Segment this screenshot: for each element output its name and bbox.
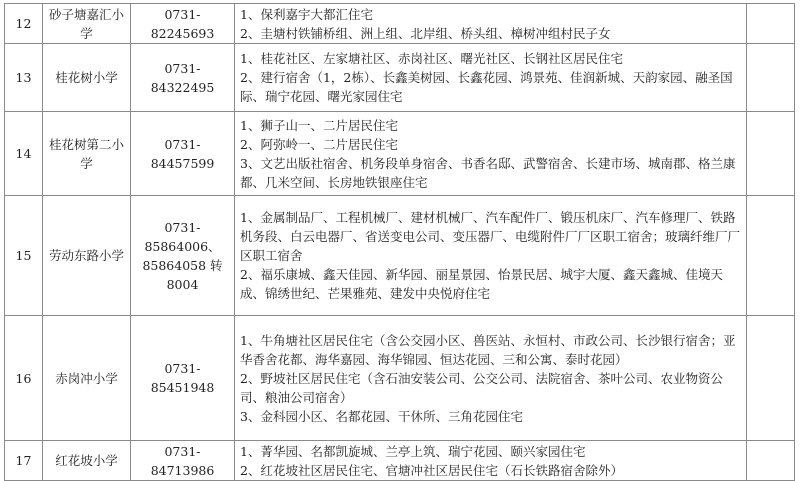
service-area bbox=[235, 196, 747, 316]
area-item: 2、野坡社区居民住宅（含石油安装公司、公交公司、法院宿舍、茶叶公司、农业物资公司、粮油公司宿舍） bbox=[240, 370, 723, 405]
table-row bbox=[5, 196, 795, 316]
row-index: 14 bbox=[5, 112, 43, 196]
service-area bbox=[235, 112, 747, 196]
empty-cell bbox=[747, 112, 795, 196]
empty-cell bbox=[747, 196, 795, 316]
area-item: 1、牛角塘社区居民住宅（含公交园小区、兽医站、永恒村、市政公司、长沙银行宿舍；亚华香舍花都、海华嘉园、海华锦园、恒达花园、三和公寓、泰时花园） bbox=[240, 332, 736, 367]
phone-number: 0731-84457599 bbox=[131, 112, 235, 196]
phone-number: 0731-85451948 bbox=[131, 316, 235, 441]
table-row bbox=[5, 441, 795, 481]
school-name: 红花坡小学 bbox=[43, 441, 131, 481]
service-area bbox=[235, 44, 747, 112]
school-name: 砂子塘嘉汇小学 bbox=[43, 4, 131, 44]
area-item: 1、保利嘉宇大都汇住宅 bbox=[240, 6, 373, 22]
table-row bbox=[5, 44, 795, 112]
area-item: 2、圭塘村铁铺桥组、洲上组、北岸组、桥头组、樟树冲组村民子女 bbox=[240, 25, 611, 41]
school-name: 桂花树第二小学 bbox=[43, 112, 131, 196]
empty-cell bbox=[747, 44, 795, 112]
phone-number: 0731-84322495 bbox=[131, 44, 235, 112]
row-index: 15 bbox=[5, 196, 43, 316]
empty-cell bbox=[747, 4, 795, 44]
area-item: 1、狮子山一、二片居民住宅 bbox=[240, 117, 398, 133]
school-district-table bbox=[4, 3, 795, 481]
school-name: 劳动东路小学 bbox=[43, 196, 131, 316]
area-item: 2、红花坡社区居民住宅、官塘冲社区居民住宅（石长铁路宿舍除外） bbox=[240, 462, 623, 478]
table-row bbox=[5, 112, 795, 196]
area-item: 3、金科园小区、名都花园、干休所、三角花园住宅 bbox=[240, 408, 523, 424]
phone-number: 0731-85864006、85864058 转8004 bbox=[131, 196, 235, 316]
area-item: 2、建行宿舍（1，2栋）、长鑫美树园、长鑫花园、鸿景苑、佳润新城、天韵家园、融圣国际、瑞宁花园、曙光家园住宅 bbox=[240, 70, 733, 104]
area-item: 1、金属制品厂、工程机械厂、建材机械厂、汽车配件厂、锻压机床厂、汽车修理厂、铁路机务段、白云电器厂、省送变电公司、变压器厂、电缆附件厂厂区职工宿舍；玻璃纤维厂厂区职工宿舍 bbox=[240, 210, 741, 263]
row-index: 12 bbox=[5, 4, 43, 44]
row-index: 17 bbox=[5, 441, 43, 481]
empty-cell bbox=[747, 316, 795, 441]
row-index: 13 bbox=[5, 44, 43, 112]
school-name: 桂花树小学 bbox=[43, 44, 131, 112]
table-row bbox=[5, 316, 795, 441]
area-item: 3、文艺出版社宿舍、机务段单身宿舍、书香名邸、武警宿舍、长建市场、城南郡、格兰康都、几米空间、长房地铁银座住宅 bbox=[240, 155, 736, 190]
empty-cell bbox=[747, 441, 795, 481]
school-name: 赤岗冲小学 bbox=[43, 316, 131, 441]
phone-number: 0731-82245693 bbox=[131, 4, 235, 44]
phone-number: 0731-84713986 bbox=[131, 441, 235, 481]
service-area bbox=[235, 316, 747, 441]
area-item: 2、阿弥岭一、二片居民住宅 bbox=[240, 136, 398, 152]
area-item: 1、桂花社区、左家塘社区、赤岗社区、曙光社区、长钢社区居民住宅 bbox=[240, 51, 623, 66]
row-index: 16 bbox=[5, 316, 43, 441]
table-row bbox=[5, 4, 795, 44]
table-body bbox=[5, 4, 795, 481]
service-area bbox=[235, 441, 747, 481]
service-area bbox=[235, 4, 747, 44]
area-item: 2、福乐康城、鑫天佳园、新华园、丽星景园、怡景民居、城宇大厦、鑫天鑫城、佳境天成、锦绣世纪、芒果雅苑、建发中央悦府住宅 bbox=[240, 267, 723, 301]
area-item: 1、菁华园、名都凯旋城、兰亭上筑、瑞宁花园、颐兴家园住宅 bbox=[240, 443, 586, 459]
